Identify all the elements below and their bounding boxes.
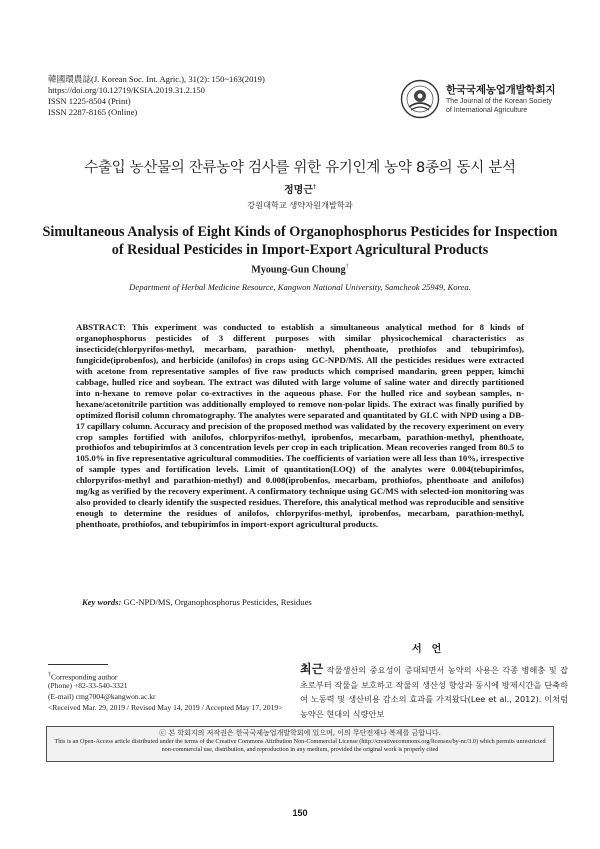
corresponding-mark-en: † [345, 264, 349, 270]
abstract: ABSTRACT: This experiment was conducted to establish a simultaneous analytical method for 8 kinds of organophosphorus pesticides of 3 different purposes with similar physicochemical characteristics as insecticide(chlorpyrifos-methyl, mecarbam, parathion- methyl, phenthoate, prothiofos and tebupirimfos), fungicide(iprobenfos), and herbicide (anilofos) in crops using GC-NPD/MS. All the pesticides residues were extracted with acetone from representative samples of five raw products which comprised mandarin, green pepper, kimchi cabbage, hulled rice and soybean. The extract was diluted with large volume of saline water and directly partitioned into n-hexane to remove polar co-extractives in the aqueous phase. For the hulled rice and soybean samples, n-hexane/acetonitrile partition was additionally employed to remove non-polar lipids. The extract was finally purified by optimized florisil column chromatography. The analytes were separated and quantitated by GLC with NPD using a DB-17 capillary column. Accuracy and precision of the proposed method was validated by the recovery experiment on every crop samples fortified with anilofos, chlorpyrifos-methyl, iprobenfos, mecarbam, parathion-methyl, phenthoate, prothiofos and tebupirimfos at 3 concentration levels per crop in each triplication. Mean recoveries ranged from 80.5 to 105.0% in five representative agricultural commodities. The coefficients of variation were all less than 10%, irrespective of sample types and fortification levels. Limit of quantitation(LOQ) of the analytes were 0.004(tebupirimfos, chlorpyrifos-methyl and parathion-methyl) and 0.008(iprobenfos, mecarbam, prothiofos, phenthoate and anilofos) mg/kg as verified by the recovery experiment. A confirmatory technique using GC/MS with selected-ion monitoring was also provided to clearly identify the suspected residues. Therefore, this analytical method was reproducible and sensitive enough to determine the residues of anilofos, chlorpyrifos-methyl, iprobenfos, mecarbam, parathion-methyl, phenthoate, prothiofos, and tebupirimfos in import-export agricultural products. [76, 322, 524, 530]
body-text: 작물생산의 중요성이 증대되면서 농약의 사용은 각종 병해충 및 잡초로부터 작물을 보호하고 작물의 생산성 향상과 동시에 방제시간을 단축하여 노동력 및 생산비용 감소의 효과를 가져왔다(Lee et al., 2012). 이처럼 농약은 현대의 식량안보 [300, 665, 568, 719]
affiliation-english: Department of Herbal Medicine Resource, Kangwon National University, Samcheok 25949, Korea. [129, 282, 471, 292]
keywords-label: Key words: [82, 597, 122, 607]
license-en: This is an Open-Access article distributed under the terms of the Creative Commons Attribution Non-Commercial License (http://creativecommons.org/licenses/by-nc/3.0) which permits unrestricted non-commercial use, distribution, and reproduction in any medium, provided the original work is properly cited [54, 737, 546, 753]
footnote-rule [48, 664, 108, 665]
author-korean-name: 정명근 [284, 185, 313, 196]
footnote-email[interactable]: (E-mail) cmg7004@kangwon.ac.kr [48, 692, 156, 701]
doi-link[interactable]: https://doi.org/10.12719/KSIA.2019.31.2.150 [48, 85, 205, 95]
journal-name-en-1: The Journal of the Korean Society [446, 98, 552, 105]
author-english [0, 264, 600, 275]
page-number: 150 [292, 808, 308, 818]
license-box [46, 726, 554, 762]
issn-online: ISSN 2287-8165 (Online) [48, 107, 138, 117]
author-korean [0, 181, 600, 196]
journal-name-ko: 한국국제농업개발학회지 [446, 84, 556, 96]
section-heading-introduction: 서언 [412, 644, 452, 655]
affiliation-korean: 강원대학교 생약자원개발학과 [247, 200, 353, 210]
body-first-word: 최근 [300, 662, 324, 676]
footnote-phone: (Phone) +82-33-540-3321 [48, 681, 128, 690]
keywords-list: GC-NPD/MS, Organophosphorus Pesticides, Residues [123, 597, 312, 607]
footnote-corresponding-label: Corresponding author [51, 672, 118, 682]
corresponding-mark: † [312, 183, 316, 191]
body-paragraph [300, 662, 568, 721]
license-ko: ⓒ 본 학회지의 저작권은 한국국제농업개발학회에 있으며, 이의 무단전재나 복제를 금합니다. [159, 729, 441, 737]
issn-print: ISSN 1225-8504 (Print) [48, 96, 131, 106]
society-logo [400, 79, 440, 119]
footnote-mark: † [48, 672, 51, 678]
citation-line: 韓國環農誌(J. Korean Soc. Int. Agric.), 31(2): 150~163(2019) [48, 74, 265, 84]
footnote-received: <Received Mar. 29, 2019 / Revised May 14, 2019 / Accepted May 17, 2019> [48, 703, 283, 712]
keywords [82, 597, 312, 607]
title-english: Simultaneous Analysis of Eight Kinds of Organophosphorus Pesticides for Inspection of Residual Pesticides in Import-Export Agricultural Products [42, 224, 558, 258]
author-english-name: Myoung-Gun Choung [251, 264, 346, 276]
title-korean: 수출입 농산물의 잔류농약 검사를 위한 유기인계 농약 8종의 동시 분석 [84, 160, 516, 176]
journal-name-en-2: of International Agriculture [446, 107, 528, 114]
